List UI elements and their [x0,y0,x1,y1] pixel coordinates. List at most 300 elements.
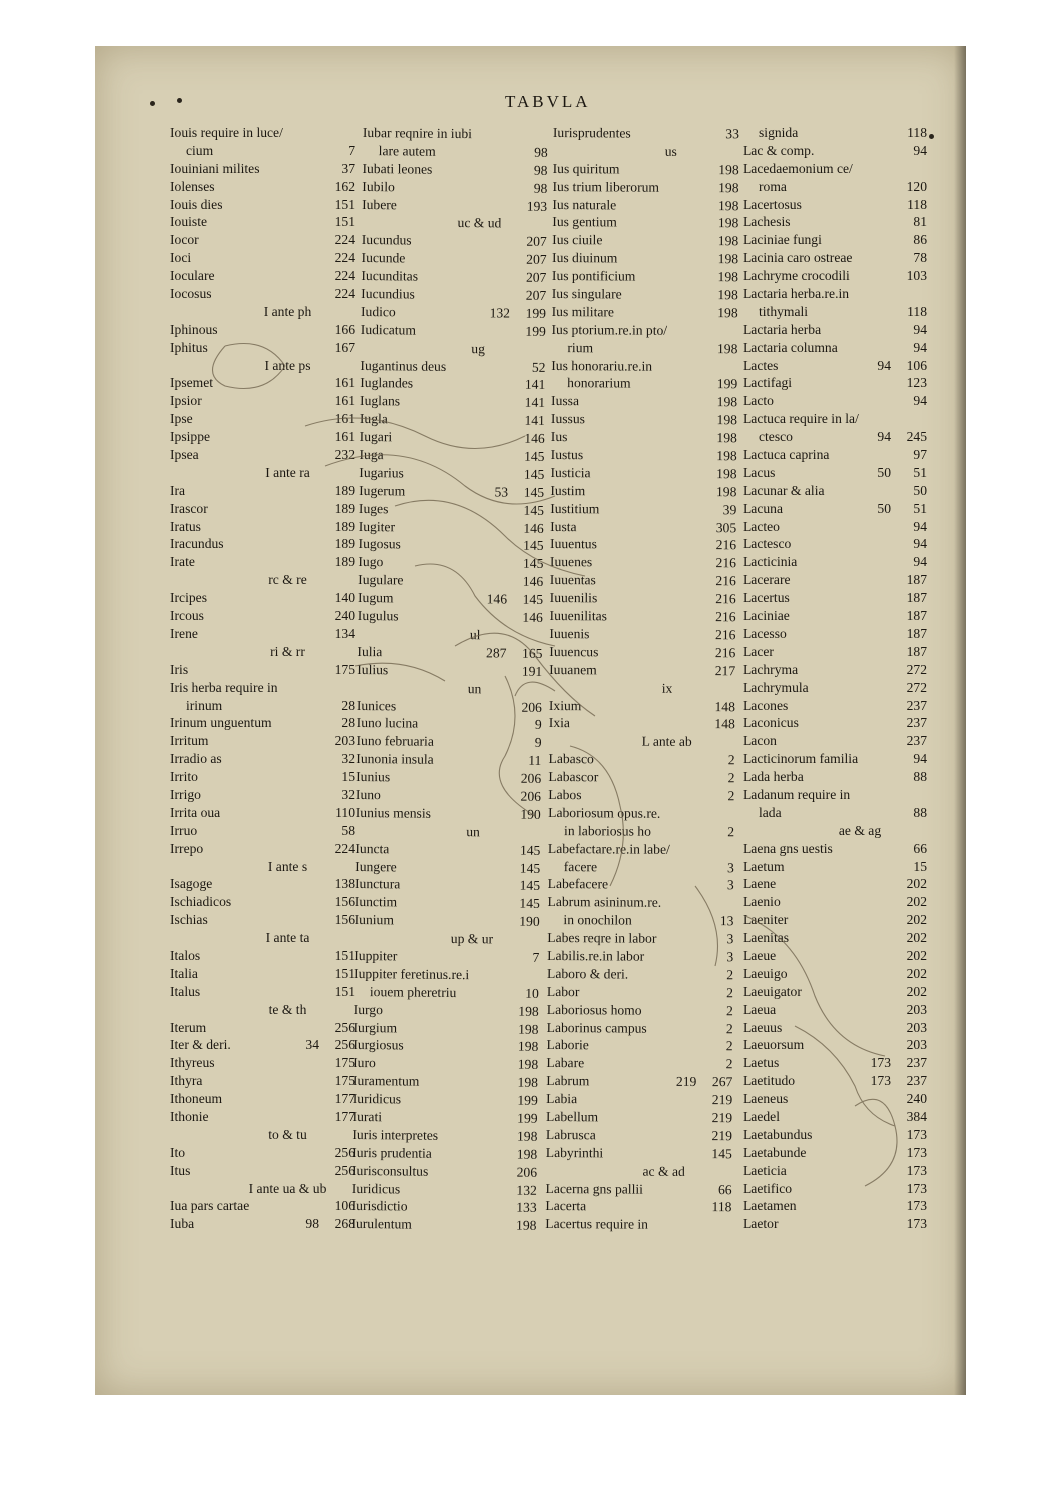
entry-term: cium [186,142,214,158]
entry-page-number: 2 [725,1038,733,1054]
entry-term: Ircipes [170,590,207,606]
entry-term: rium [567,339,594,355]
entry-page-number: 177 [334,1108,355,1124]
entry-page-number: 202 [906,930,927,946]
index-entry [170,1162,355,1180]
index-entry [361,285,546,305]
entry-term: Laedel [743,1108,780,1124]
index-entry [552,321,738,340]
entry-page-number: 145 [519,842,541,858]
section-heading-text: I ante ra [265,464,310,480]
entry-term: Labare [546,1055,585,1071]
entry-page-number: 224 [334,840,355,856]
entry-term: Iurisprudentes [552,124,631,141]
entry-term: Ixia [548,715,571,731]
entry-page-number: 134 [334,625,355,641]
index-entry [360,392,545,412]
index-entry [170,804,355,822]
entry-term: Iugum [357,590,394,606]
index-entry [548,857,734,876]
index-entry [548,875,734,894]
entry-term: Laene [743,876,777,892]
entry-term: Laetus [743,1055,780,1071]
entry-page-number: 206 [520,770,542,786]
index-entry [551,357,737,376]
entry-mid-number: 50 [877,500,891,516]
index-entry [743,840,927,858]
entry-page-number: 3 [726,931,734,947]
entry-term: Lacto [743,393,774,409]
entry-page-number: 240 [906,1091,927,1107]
entry-term: Ius militare [551,303,615,320]
entry-term: Iucunde [361,250,406,266]
entry-term: Iunctura [354,876,401,892]
index-entry [552,285,738,304]
entry-page-number: 198 [516,1128,538,1144]
index-entry [170,500,355,518]
index-entry [743,1090,927,1108]
index-entry [743,1072,927,1090]
entry-page-number: 10 [525,985,539,1001]
entry-page-number: 141 [524,395,546,411]
index-entry [170,410,355,428]
entry-page-number: 161 [334,429,355,445]
section-heading [170,1180,355,1198]
section-heading [553,142,739,161]
entry-page-number: 120 [906,178,927,194]
entry-term: Ius gentium [552,214,617,230]
index-entry [546,1180,732,1199]
index-entry [170,893,355,911]
index-entry [553,160,739,179]
index-entry [361,267,546,287]
entry-page-number: 198 [717,215,739,231]
index-entry [545,1215,731,1234]
entry-term: Ius quiritum [552,160,620,177]
index-entry [356,804,541,824]
entry-term: Ischiadicos [170,894,232,910]
index-entry [743,482,927,500]
entry-page-number: 118 [907,303,927,319]
entry-mid-number: 173 [870,1073,891,1089]
section-heading [170,1001,355,1019]
entry-page-number: 198 [518,1021,539,1037]
index-entry [743,965,927,983]
index-entry [743,1036,927,1054]
entry-term: irinum [186,697,223,713]
entry-page-number: 162 [334,178,355,194]
entry-page-number: 51 [913,464,927,480]
entry-page-number: 15 [913,858,927,874]
entry-term: Lacerna gns pallii [545,1180,644,1197]
entry-page-number: 175 [334,1055,355,1071]
entry-term: Iusticia [550,464,591,481]
entry-term: Iouis dies [170,196,223,212]
index-entry [743,661,927,679]
entry-term: Laciniae [743,608,790,624]
index-column-3 [545,124,739,1234]
entry-page-number: 190 [519,913,540,930]
entry-term: Laetitudo [743,1073,796,1089]
entry-page-number: 199 [525,323,546,339]
entry-term: Laconicus [743,715,799,731]
entry-page-number: 2 [727,752,735,768]
entry-term: Laenio [743,894,781,910]
index-entry [550,589,736,608]
entry-term: Labefactare.re.in labe/ [547,840,670,857]
entry-page-number: 2 [727,823,735,840]
entry-term: Ius ptorium.re.in pto/ [551,321,668,338]
entry-page-number: 50 [913,482,927,498]
index-entry [355,875,540,895]
entry-term: Laciniae fungi [743,232,822,248]
entry-page-number: 94 [913,142,927,158]
section-heading-text: I ante ta [265,930,310,946]
entry-page-number: 86 [913,232,927,248]
index-entry [170,1197,355,1215]
entry-page-number: 151 [334,947,355,963]
entry-page-number: 189 [334,518,355,534]
entry-page-number: 2 [726,967,734,983]
index-entry [549,714,735,733]
entry-term: Ito [170,1144,186,1160]
section-heading [170,858,355,876]
entry-term: Irradio as [170,751,222,767]
entry-term: Iunctim [354,894,398,910]
entry-term: Lada herba [743,769,804,785]
entry-term: Iuris prudentia [352,1144,432,1161]
index-entry [743,213,927,231]
entry-term: Iugantinus deus [360,357,447,374]
entry-term: in onochilon [563,912,632,928]
entry-page-number: 198 [718,179,739,195]
entry-page-number: 237 [906,733,927,749]
index-entry [170,249,355,267]
entry-term: Iuuentus [550,536,597,552]
entry-page-number: 32 [341,751,355,767]
entry-page-number: 151 [334,196,355,212]
entry-page-number: 202 [906,876,927,892]
entry-page-number: 94 [913,554,927,570]
entry-page-number: 216 [714,644,736,661]
entry-term: Iurgo [353,1001,384,1017]
index-entry [170,374,355,392]
entry-page-number: 187 [906,590,927,606]
index-entry [170,768,355,786]
entry-page-number: 256 [334,1144,355,1160]
entry-term: roma [759,178,787,194]
entry-mid-number: 287 [486,645,507,661]
index-entry [170,518,355,536]
section-heading-text: I ante s [267,858,308,874]
entry-term: Lactaria columna [743,339,838,355]
index-entry [549,750,735,769]
entry-term: Iuno lucina [356,715,419,732]
entry-term: Iuuenes [549,554,593,570]
entry-term: Laeuus [743,1019,783,1035]
entry-term: Laboriosus homo [546,1001,642,1018]
entry-term: Ius naturale [552,196,617,213]
index-entry [170,822,355,840]
index-entry [743,124,927,142]
index-entry [743,1180,927,1198]
index-column-4 [743,124,927,1233]
entry-page-number: 161 [334,375,355,391]
entry-page-number: 198 [716,412,737,428]
entry-term: Iubilo [362,178,395,195]
entry-page-number: 173 [906,1180,927,1196]
entry-page-number: 146 [523,520,544,536]
index-entry [743,410,927,428]
entry-term: Laboro & deri. [547,965,629,982]
entry-page-number: 7 [348,142,355,158]
index-entry [546,1144,732,1163]
entry-page-number: 199 [716,376,738,392]
entry-page-number: 106 [334,1198,355,1214]
entry-page-number: 118 [907,125,927,140]
entry-term: Lacesso [743,625,787,641]
entry-term: Iunonia insula [356,751,434,767]
entry-page-number: 140 [334,590,355,606]
section-heading [170,357,355,375]
entry-term: Irritum [170,733,209,749]
entry-page-number: 207 [525,269,547,286]
entry-page-number: 191 [521,663,543,679]
index-entry [170,392,355,410]
index-entry [547,911,733,930]
entry-term: Ius diuinum [552,250,618,266]
index-entry [170,983,355,1001]
entry-mid-number: 219 [675,1074,697,1090]
index-entry [552,213,738,232]
index-entry [170,428,355,446]
entry-page-number: 224 [334,232,355,248]
entry-page-number: 217 [714,662,736,679]
entry-term: Laetabunde [743,1144,807,1160]
index-entry [170,535,355,553]
index-entry [170,625,355,643]
entry-term: Lactuca require in la/ [743,411,859,427]
index-entry [352,1162,537,1182]
entry-page-number: 202 [906,912,927,928]
index-entry [743,518,927,536]
entry-page-number: 2 [725,1002,733,1018]
index-entry [743,983,927,1001]
entry-term: Iuramentum [352,1073,420,1089]
index-entry [354,983,539,1003]
index-entry [353,1054,538,1074]
entry-mid-number: 94 [877,429,891,445]
index-entry [170,553,355,571]
entry-term: Iugulus [357,608,399,624]
entry-page-number: 11 [528,752,542,769]
entry-term: Irate [170,554,195,570]
ink-speck [177,98,182,103]
entry-term: Iuris interpretes [352,1126,439,1143]
entry-term: Iuges [358,500,389,516]
entry-term: Iter & deri. [170,1037,231,1053]
index-entry [359,500,544,520]
index-entry [356,732,541,752]
entry-term: Ithyreus [170,1055,215,1071]
index-entry [743,911,927,929]
entry-page-number: 240 [334,608,355,624]
entry-page-number: 3 [726,949,734,965]
entry-term: Laenitas [743,930,790,946]
entry-term: Labyrinthi [545,1144,604,1161]
entry-term: Ixium [548,697,582,713]
index-entry [551,374,737,393]
entry-page-number: 224 [334,286,355,302]
index-entry [170,178,355,196]
section-heading [170,1126,355,1144]
entry-page-number: 237 [906,715,927,731]
index-entry [358,553,543,573]
entry-term: Lactifagi [743,375,793,391]
entry-term: Iuuanem [549,661,597,678]
entry-page-number: 88 [913,769,927,785]
page-header: TABVLA [505,92,591,111]
entry-term: Irrigo [170,786,201,802]
index-entry [356,750,541,770]
index-entry [743,1108,927,1126]
index-entry [743,1162,927,1180]
entry-term: Iugulare [358,572,404,588]
entry-page-number: 138 [334,876,355,892]
entry-page-number: 151 [334,965,355,981]
entry-term: Iubati leones [362,160,433,177]
index-entry [355,911,540,931]
index-entry [552,267,738,286]
entry-page-number: 146 [524,430,545,447]
entry-term: Lactesco [743,536,792,552]
entry-term: Lachryme crocodili [743,268,850,284]
entry-page-number: 198 [717,251,739,267]
entry-page-number: 94 [913,339,927,355]
index-entry [170,446,355,464]
section-heading-text: us [664,143,677,159]
index-entry [357,714,542,734]
entry-term: Iuno februaria [356,733,434,750]
entry-term: Iuuencus [549,643,599,660]
index-entry [358,589,543,609]
index-entry [170,1054,355,1072]
entry-term: Labrusca [545,1126,596,1143]
entry-term: Iucundus [361,232,412,248]
section-heading [170,929,355,947]
index-entry [357,696,542,716]
index-entry [170,732,355,750]
index-entry [743,142,927,160]
index-entry [550,500,736,519]
entry-page-number: 145 [523,502,545,518]
entry-page-number: 173 [906,1198,927,1214]
index-entry [362,160,547,180]
entry-page-number: 237 [906,1055,927,1071]
index-entry [352,1126,537,1146]
entry-page-number: 198 [717,233,739,249]
index-entry [743,321,927,339]
index-entry [170,679,355,697]
section-heading-text: up & ur [450,931,494,947]
index-entry [170,267,355,285]
entry-term: Laborinus campus [546,1019,647,1036]
index-entry [743,1144,927,1162]
index-entry [353,1036,538,1056]
entry-term: Laeneus [743,1091,789,1107]
index-entry [550,553,736,572]
entry-page-number: 207 [526,234,547,250]
index-entry [743,804,927,822]
entry-term: Iuglandes [360,375,414,392]
entry-term: Ius [550,429,568,445]
entry-term: Iugiter [358,518,396,534]
entry-page-number: 110 [335,804,355,820]
entry-term: Ithonie [170,1108,209,1124]
entry-term: Ithoneum [170,1091,223,1107]
index-entry [550,607,736,626]
entry-page-number: 103 [906,268,927,284]
entry-term: Ipsemet [170,375,214,391]
entry-term: Ius ciuile [552,232,603,248]
entry-term: Iris [170,661,189,677]
index-entry [170,911,355,929]
entry-page-number: 224 [334,268,355,284]
entry-term: in laboriosus ho [564,822,651,839]
index-entry [356,786,541,806]
section-heading [362,213,547,233]
entry-term: Iuba [170,1216,195,1232]
index-entry [359,535,544,555]
index-entry [354,965,539,985]
index-entry [743,178,927,196]
entry-term: Iucunditas [361,268,419,284]
entry-term: Iuncta [355,840,390,856]
entry-page-number: 2 [725,1020,733,1036]
entry-page-number: 245 [906,429,927,445]
index-entry [352,1144,537,1164]
entry-term: Italus [170,983,201,999]
entry-term: Laborie [546,1037,589,1053]
index-entry [170,339,355,357]
entry-term: Iouiniani milites [170,160,260,176]
entry-page-number: 198 [516,1217,537,1234]
entry-term: Ioci [170,250,192,266]
index-entry [548,768,734,787]
entry-term: Iusta [550,518,577,534]
entry-page-number: 198 [716,448,737,464]
index-entry [552,249,738,268]
entry-page-number: 94 [913,518,927,534]
entry-term: Ircous [170,608,204,624]
index-entry [353,1072,538,1092]
section-heading [170,464,355,482]
entry-page-number: 3 [726,859,734,875]
entry-page-number: 232 [334,447,355,463]
section-heading-text: un [466,823,480,839]
entry-term: Iua pars cartae [170,1198,250,1214]
entry-page-number: 106 [906,357,927,373]
entry-term: Iuga [359,447,384,463]
index-entry [743,374,927,392]
entry-page-number: 173 [906,1126,927,1142]
entry-page-number: 151 [334,983,355,999]
entry-term: Iugla [359,411,388,427]
entry-page-number: 256 [334,1019,355,1035]
entry-term: Ipsippe [170,429,211,445]
index-entry [743,1215,927,1233]
entry-term: Irrito [170,769,198,785]
